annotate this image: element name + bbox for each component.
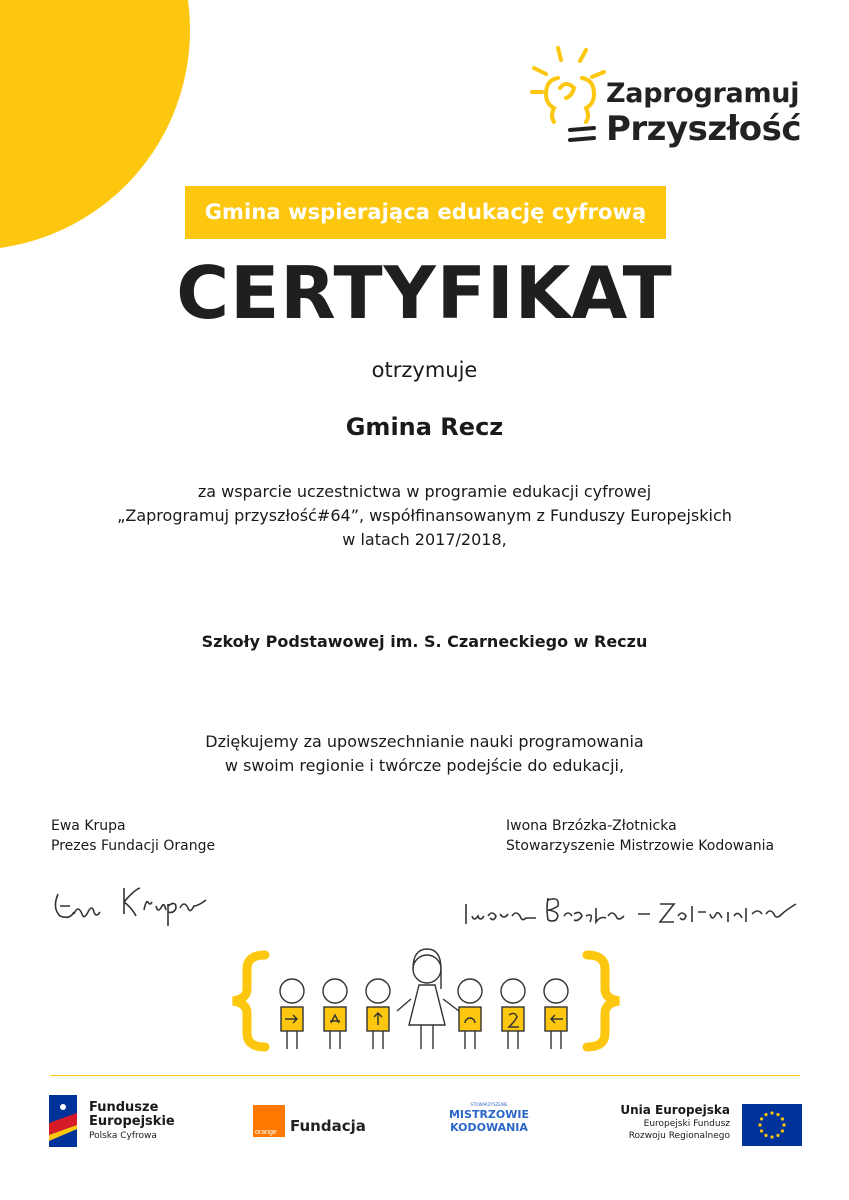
eu-line3: Rozwoju Regionalnego (628, 1131, 730, 1141)
corner-yellow-circle (0, 0, 190, 250)
fe-line1: Fundusze (89, 1100, 159, 1115)
banner: Gmina wspierająca edukację cyfrową (185, 186, 666, 239)
description-line-2: „Zaprogramuj przyszłość#64”, współfinansowanym z Funduszy Europejskich (117, 506, 732, 525)
signature-left (50, 880, 220, 930)
signatory-left-name: Ewa Krupa (51, 818, 126, 834)
signatory-right (506, 816, 774, 856)
signatory-right-role: Stowarzyszenie Mistrzowie Kodowania (506, 838, 775, 854)
description-line-3: w latach 2017/2018, (342, 530, 507, 549)
eu-line2: Europejski Fundusz (643, 1119, 730, 1129)
mk-line1: MISTRZOWIE (448, 1108, 529, 1121)
thanks-line-1: Dziękujemy za upowszechnianie nauki programowania (205, 732, 644, 751)
mk-line2: KODOWANIA (450, 1121, 528, 1134)
signatory-left (51, 816, 215, 856)
logo-text (606, 78, 801, 148)
fundusze-europejskie-logo (49, 1093, 179, 1153)
fundusze-flag-icon (49, 1095, 77, 1147)
unia-europejska-logo (612, 1100, 802, 1150)
description (0, 480, 849, 552)
school-name: Szkoły Podstawowej im. S. Czarneckiego w Reczu (201, 632, 648, 651)
recipient-name: Gmina Recz (345, 413, 504, 441)
kids-illustration (225, 945, 625, 1060)
thanks-line-2: w swoim regionie i twórcze podejście do edukacji, (224, 756, 625, 775)
receives-label: otrzymuje (371, 358, 478, 382)
thanks-text (0, 730, 849, 778)
orange-square-icon (253, 1105, 285, 1137)
signatory-right-name: Iwona Brzózka-Złotnicka (506, 818, 677, 834)
eu-flag-icon (742, 1104, 802, 1146)
head-lightbulb-icon (528, 44, 608, 154)
fe-line3: Polska Cyfrowa (89, 1131, 157, 1141)
zaprogramuj-przyszlosc-logo (528, 44, 818, 154)
logo-line2: Przyszłość (606, 109, 802, 149)
mistrzowie-kodowania-logo (444, 1102, 534, 1142)
certificate-title: CERTYFIKAT (176, 251, 673, 335)
mk-small: STOWARZYSZENIE (470, 1102, 508, 1107)
orange-badge-text: orange (255, 1129, 277, 1136)
orange-label: Fundacja (290, 1117, 366, 1135)
logo-line1: Zaprogramuj (606, 78, 800, 109)
fe-line2: Europejskie (89, 1114, 175, 1129)
footer-divider (50, 1075, 800, 1076)
eu-line1: Unia Europejska (620, 1103, 730, 1117)
fundacja-orange-logo (253, 1105, 373, 1141)
signatory-left-role: Prezes Fundacji Orange (51, 838, 216, 854)
description-line-1: za wsparcie uczestnictwa w programie edukacji cyfrowej (197, 482, 652, 501)
signature-right (462, 888, 802, 936)
